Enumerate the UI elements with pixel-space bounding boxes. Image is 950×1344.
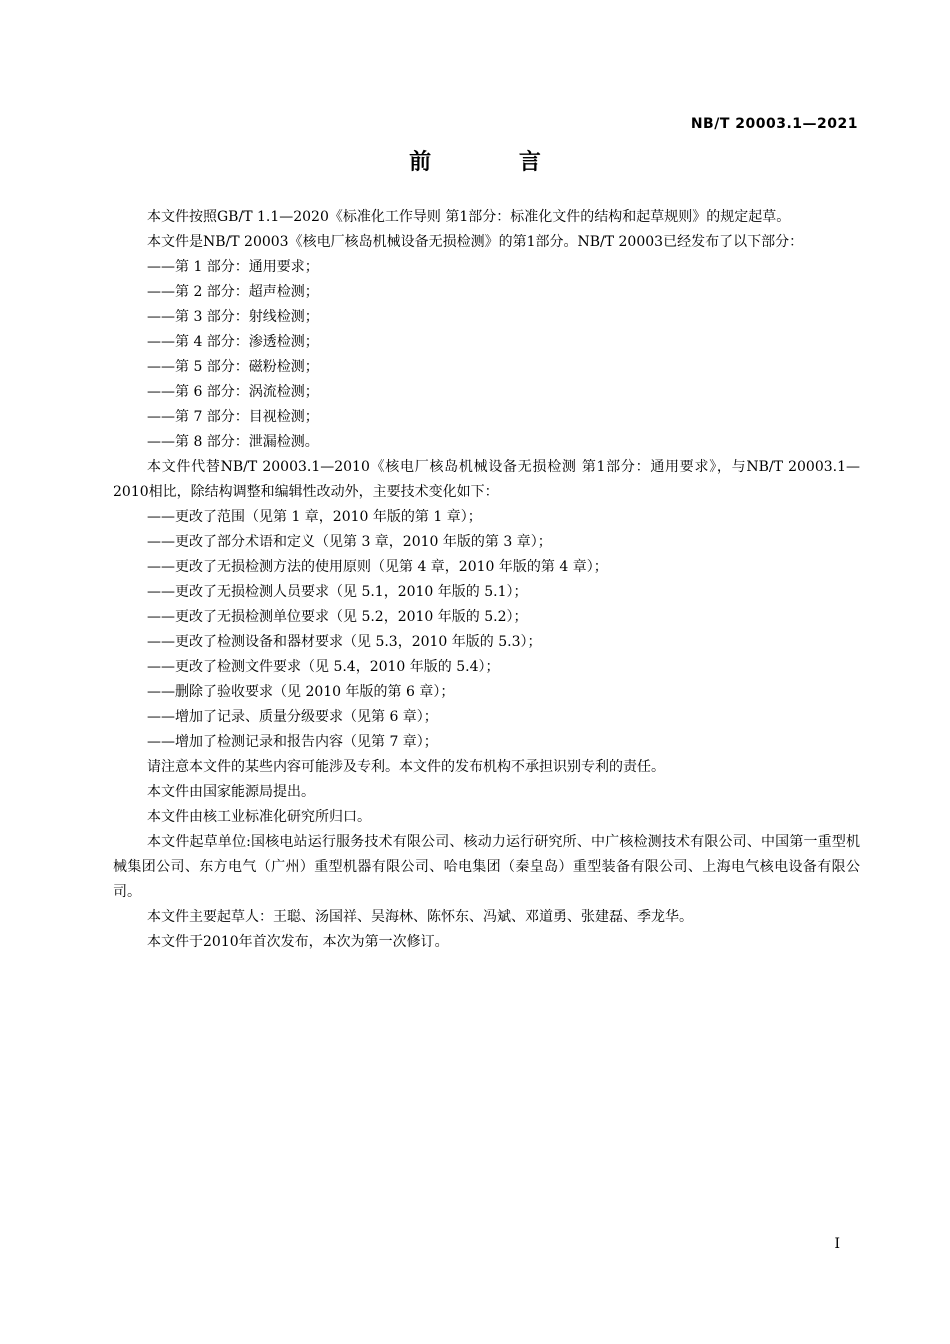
list-item: ——增加了检测记录和报告内容（见第 7 章）；: [147, 734, 438, 750]
list-item: ——更改了无损检测人员要求（见 5.1，2010 年版的 5.1）；: [147, 584, 528, 600]
list-item: ——第 8 部分：泄漏检测。: [147, 434, 319, 450]
list-item: ——第 5 部分：磁粉检测；: [147, 359, 319, 375]
paragraph-parts-intro: 本文件是NB/T 20003《核电厂核岛机械设备无损检测》的第1部分。NB/T 20003已经发布了以下部分：: [147, 234, 804, 250]
paragraph-history: 本文件于2010年首次发布，本次为第一次修订。: [147, 934, 449, 950]
list-item: ——更改了检测文件要求（见 5.4，2010 年版的 5.4）；: [147, 659, 500, 675]
paragraph-proposer: 本文件由国家能源局提出。: [147, 784, 315, 800]
document-code: NB/T 20003.1—2021: [690, 116, 858, 132]
paragraph-patent-notice: 请注意本文件的某些内容可能涉及专利。本文件的发布机构不承担识别专利的责任。: [147, 759, 665, 775]
list-item: ——第 7 部分：目视检测；: [147, 409, 319, 425]
parts-list: [113, 255, 860, 455]
paragraph-drafting-units: 本文件起草单位:国核电站运行服务技术有限公司、核动力运行研究所、中广核检测技术有限公司、中国第一重型机械集团公司、东方电气（广州）重型机器有限公司、哈电集团（秦皇岛）重型装备有限公司、上海电气核电设备有限公司。: [113, 834, 860, 900]
list-item: ——第 2 部分：超声检测；: [147, 284, 319, 300]
page-title: 前 言: [409, 150, 581, 175]
list-item: ——增加了记录、质量分级要求（见第 6 章）；: [147, 709, 438, 725]
list-item: ——第 1 部分：通用要求；: [147, 259, 319, 275]
paragraph-replacement: 本文件代替NB/T 20003.1—2010《核电厂核岛机械设备无损检测 第1部分：通用要求》，与NB/T 20003.1—2010相比，除结构调整和编辑性改动外，主要技术变化如下：: [113, 459, 860, 500]
list-item: ——更改了检测设备和器材要求（见 5.3，2010 年版的 5.3）；: [147, 634, 542, 650]
list-item: ——更改了部分术语和定义（见第 3 章，2010 年版的第 3 章）；: [147, 534, 552, 550]
list-item: ——删除了验收要求（见 2010 年版的第 6 章）；: [147, 684, 455, 700]
list-item: ——第 6 部分：涡流检测；: [147, 384, 319, 400]
list-item: ——更改了无损检测单位要求（见 5.2，2010 年版的 5.2）；: [147, 609, 528, 625]
paragraph-responsible-body: 本文件由核工业标准化研究所归口。: [147, 809, 371, 825]
changes-list: [113, 505, 860, 755]
list-item: ——第 4 部分：渗透检测；: [147, 334, 319, 350]
list-item: ——第 3 部分：射线检测；: [147, 309, 319, 325]
list-item: ——更改了无损检测方法的使用原则（见第 4 章，2010 年版的第 4 章）；: [147, 559, 608, 575]
page-number: I: [834, 1236, 840, 1252]
paragraph-drafting-rules: 本文件按照GB/T 1.1—2020《标准化工作导则 第1部分：标准化文件的结构和起草规则》的规定起草。: [147, 209, 791, 225]
list-item: ——更改了范围（见第 1 章，2010 年版的第 1 章）；: [147, 509, 482, 525]
paragraph-drafters: 本文件主要起草人：王聪、汤国祥、吴海林、陈怀东、冯斌、邓道勇、张建磊、季龙华。: [147, 909, 693, 925]
document-body: [113, 205, 860, 955]
